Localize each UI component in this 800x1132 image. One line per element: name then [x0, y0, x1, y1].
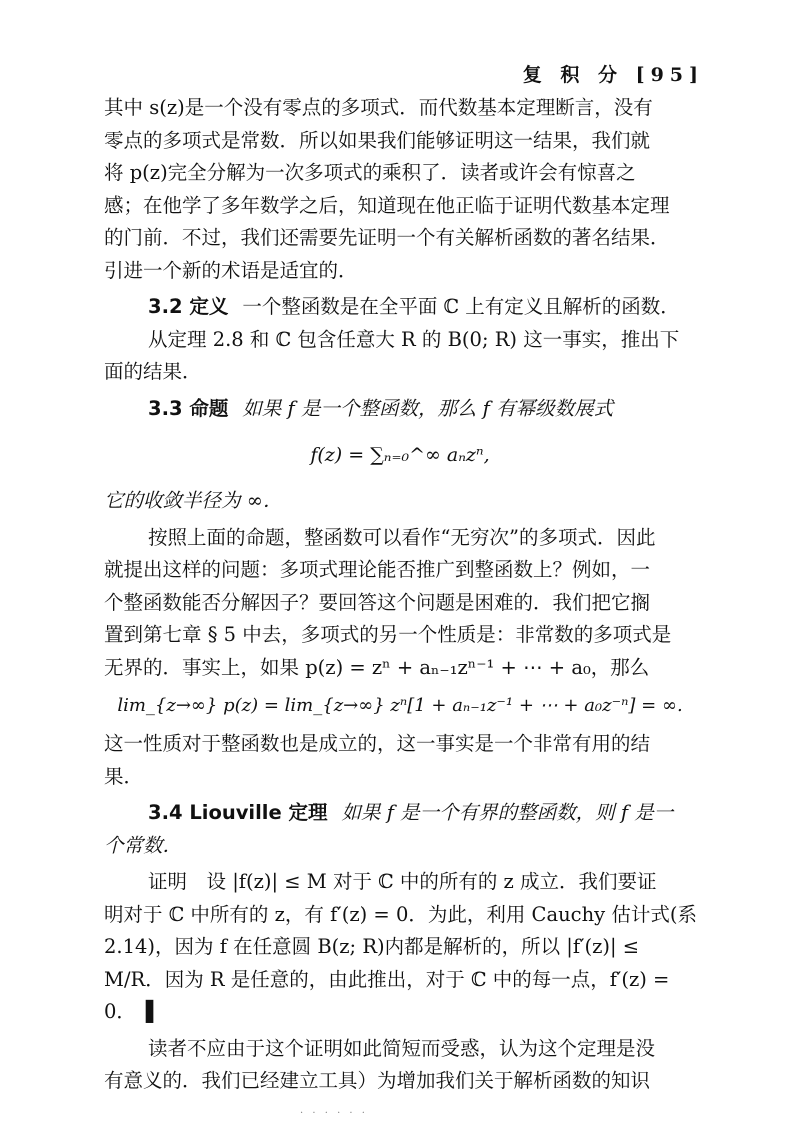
- theorem-text-cont: 个常数．: [104, 833, 183, 857]
- proof-line: 0．: [104, 1000, 136, 1023]
- theorem-text: 如果 f 是一个有界的整函数，则 f 是一: [341, 801, 674, 824]
- proof-end-line: [104, 996, 696, 1029]
- text-line: 感；在他学了多年数学之后，知道现在他正临于证明代数基本定理: [104, 193, 670, 217]
- text-line: 零点的多项式是常数．所以如果我们能够证明这一结果，我们就: [104, 128, 651, 152]
- definition-3-2: [104, 291, 696, 324]
- proof-line: 2.14)，因为 f 在任意圆 B(z; R)内都是解析的，所以 |f′(z)| ≤: [104, 935, 640, 958]
- text-line: 从定理 2.8 和 ℂ 包含任意大 R 的 B(0; R) 这一事实，推出下: [148, 327, 680, 351]
- definition-label: 3.2 定义: [148, 295, 229, 318]
- qed-mark: ▌: [145, 1000, 161, 1023]
- text-line: 它的收敛半径为 ∞．: [104, 489, 283, 512]
- text-line: 引进一个新的术语是适宜的．: [104, 258, 358, 282]
- text-line: 将 p(z)完全分解为一次多项式的乘积了．读者或许会有惊喜之: [104, 161, 636, 184]
- text-line: 其中 s(z)是一个没有零点的多项式．而代数基本定理断言，没有: [104, 96, 653, 119]
- text-line: 按照上面的命题，整函数可以看作“无穷次”的多项式．因此: [148, 525, 656, 549]
- scan-artifact: · · · · · ·: [300, 1108, 368, 1119]
- text-line: 这一性质对于整函数也是成立的，这一事实是一个非常有用的结: [104, 732, 651, 755]
- text-line: 果．: [104, 764, 144, 788]
- theorem-3-4: [104, 797, 696, 830]
- text-line: 读者不应由于这个证明如此简短而受惑，认为这个定理是没: [148, 1036, 656, 1060]
- proof-line: 证明 设 |f(z)| ≤ M 对于 ℂ 中的所有的 z 成立．我们要证: [148, 870, 657, 893]
- text-line: 面的结果．: [104, 360, 202, 383]
- theorem-label: 3.4 Liouville 定理: [148, 801, 328, 824]
- proposition-label: 3.3 命题: [148, 396, 229, 420]
- definition-text: 一个整函数是在全平面 ℂ 上有定义且解析的函数．: [242, 295, 680, 318]
- text-line: 就提出这样的问题：多项式理论能否推广到整函数上？例如，一: [104, 558, 651, 581]
- text-line: 无界的．事实上，如果 p(z) = zⁿ + aₙ₋₁zⁿ⁻¹ + ⋯ + a₀，那么: [104, 655, 650, 679]
- proof-line: 明对于 ℂ 中所有的 z，有 f′(z) = 0．为此，利用 Cauchy 估计式(系: [104, 902, 697, 926]
- text-line: 个整函数能否分解因子？要回答这个问题是困难的．我们把它搁: [104, 590, 651, 614]
- proof-line: M/R．因为 R 是任意的，由此推出，对于 ℂ 中的每一点，f′(z) =: [104, 967, 670, 991]
- running-header: 复 积 分 [95]: [522, 64, 704, 86]
- text-line: 有意义的．我们已经建立工具）为增加我们关于解析函数的知识: [104, 1069, 651, 1092]
- proposition-text: 如果 f 是一个整函数，那么 f 有幂级数展式: [242, 396, 614, 420]
- text-line: 置到第七章 § 5 中去，多项式的另一个性质是：非常数的多项式是: [104, 623, 672, 646]
- proposition-3-3: [104, 393, 696, 426]
- limit-formula: lim_{z→∞} p(z) = lim_{z→∞} zⁿ[1 + aₙ₋₁z⁻¹ + ⋯ + a₀z⁻ⁿ] = ∞.: [117, 695, 683, 716]
- power-series-formula: f(z) = ∑ₙ₌₀^∞ aₙzⁿ,: [310, 444, 490, 466]
- page-body: [104, 92, 696, 1098]
- text-line: 的门前．不过，我们还需要先证明一个有关解析函数的著名结果．: [104, 226, 670, 249]
